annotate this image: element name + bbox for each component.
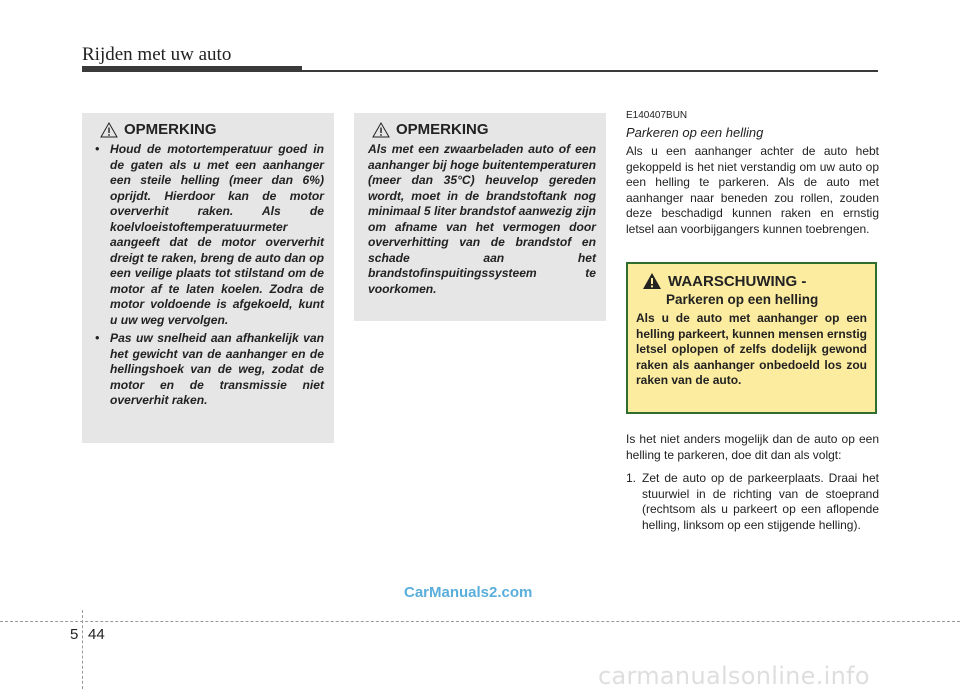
warning-outline-icon	[100, 122, 118, 138]
note-box-middle	[354, 113, 606, 321]
warning-filled-icon	[642, 272, 662, 290]
note-box-left	[82, 113, 334, 443]
warning-title: WAARSCHUWING -	[668, 272, 807, 290]
header-rule-thick	[82, 66, 302, 72]
step-text: Zet de auto op de parkeerplaats. Draai het stuurwiel in de richting van de stoeprand (rechtsom als u parkeert op een aflopende helling, linksom op een stijgende helling).	[642, 471, 879, 532]
watermark-link[interactable]: CarManuals2.com	[404, 584, 533, 601]
warning-outline-icon	[372, 122, 390, 138]
procedure-section	[626, 432, 879, 534]
procedure-intro: Is het niet anders mogelijk dan de auto op een helling te parkeren, doe dit dan als volgt:	[626, 432, 879, 462]
footer-watermark: carmanualsonline.info	[598, 662, 870, 690]
note-bullet: • Pas uw snelheid aan afhankelijk van het gewicht van de aanhanger en de hellingshoek van de weg, zodat de motor en de transmissie niet oververhit raken.	[95, 331, 324, 407]
section-code: E140407BUN	[626, 110, 688, 121]
note-bullet-text: Pas uw snelheid aan afhankelijk van het gewicht van de aanhanger en de hellingshoek van de weg, zodat de motor en de transmissie niet oververhit raken.	[110, 331, 324, 407]
section-intro: Als u een aanhanger achter de auto hebt gekoppeld is het niet verstandig om uw auto op een helling te parkeren. Als de auto met aanhanger naar beneden zou rollen, zouden deze beschadigd kunnen raken en ernstig letsel aan voorbijgangers kunnen toebrengen.	[626, 144, 879, 236]
footer-rule	[0, 621, 960, 622]
section-subheading: Parkeren op een helling	[626, 125, 764, 140]
page-number: 44	[88, 626, 105, 643]
note-header	[372, 121, 596, 138]
chapter-number: 5	[70, 626, 79, 643]
note-title: OPMERKING	[396, 121, 489, 138]
note-title: OPMERKING	[124, 121, 217, 138]
step-number: 1.	[626, 471, 637, 486]
header-rule-thin	[300, 70, 878, 72]
footer-divider	[82, 610, 83, 689]
warning-header	[642, 272, 867, 290]
procedure-step	[626, 471, 879, 533]
note-text: Als met een zwaarbeladen auto of een aanhanger bij hoge buitentemperaturen (meer dan 35°C) heuvelop gereden wordt, moet in de brandstoftank nog minimaal 5 liter brandstof aanwezig zijn om afname van het vermogen door oververhitting van de brandstof en schade aan het brandstofinspuitingssysteem te voorkomen.	[368, 142, 596, 296]
note-bullet: • Houd de motortemperatuur goed in de gaten als u met een aanhanger een steile helling (meer dan 6%) oprijdt. Hierdoor kan de motor oververhit raken. Als de koelvloeistoftemperatuurmeter aangeeft dat de motor oververhit dreigt te raken, breng de auto dan op een veilige plaats tot stilstand om de motor af te laten koelen. Zodra de motor voldoende is afgekoeld, kunt u uw weg vervolgen.	[95, 142, 324, 327]
warning-subtitle: Parkeren op een helling	[666, 292, 819, 307]
warning-box	[626, 262, 877, 414]
note-header	[100, 121, 324, 138]
right-column	[626, 110, 879, 246]
note-bullet-text: Houd de motortemperatuur goed in de gaten als u met een aanhanger een steile helling (meer dan 6%) oprijdt. Hierdoor kan de motor oververhit raken. Als de koelvloeistoftemperatuurmeter aangeeft dat de motor oververhit dreigt te raken, breng de auto dan op een veilige plaats tot stilstand om de motor af te laten koelen. Zodra de motor voldoende is afgekoeld, kunt u uw weg vervolgen.	[110, 142, 324, 327]
warning-text: Als u de auto met aanhanger op een helling parkeert, kunnen mensen ernstig letsel oplopen of zelfs dodelijk gewond raken als aanhanger onbedoeld los zou raken van de auto.	[636, 311, 867, 388]
page-header-title: Rijden met uw auto	[82, 44, 232, 65]
